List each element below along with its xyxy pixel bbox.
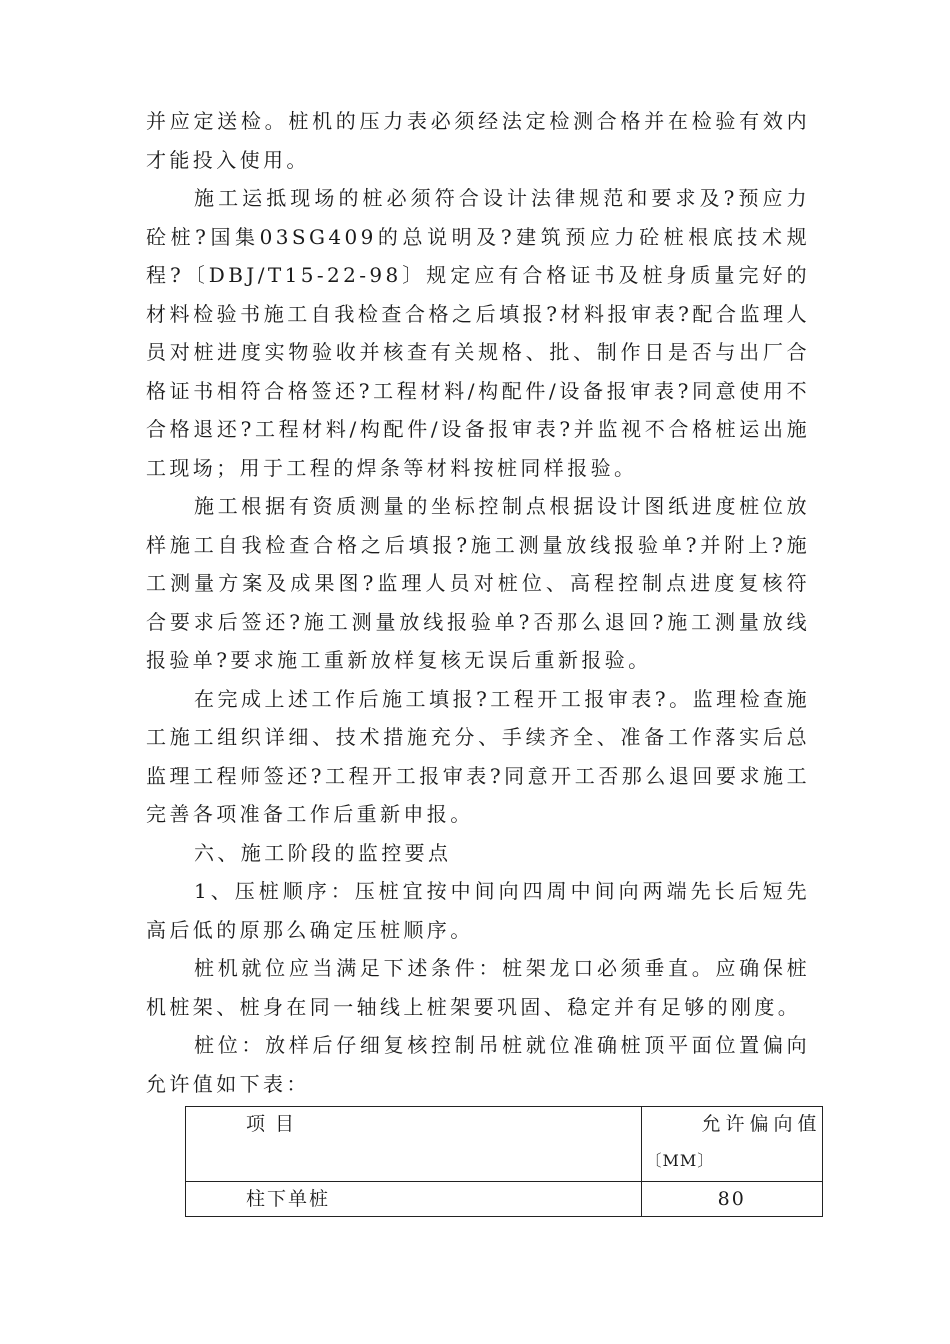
paragraph: 桩机就位应当满足下述条件：桩架龙口必须垂直。应确保桩机桩架、桩身在同一轴线上桩架要巩固、稳定并有足够的刚度。 [146, 956, 810, 1019]
deviation-table [185, 1106, 823, 1217]
body-text [146, 102, 810, 1103]
table-header-row [186, 1107, 823, 1182]
header-value-cell [641, 1107, 822, 1182]
header-value-label: 允许偏向值 [701, 1113, 822, 1135]
row-item-label: 柱下单桩 [246, 1188, 331, 1210]
header-value-unit: 〔MM〕 [645, 1151, 715, 1170]
paragraph: 施工根据有资质测量的坐标控制点根据设计图纸进度桩位放样施工自我检查合格之后填报?施工测量放线报验单?并附上?施工测量方案及成果图?监理人员对桩位、高程控制点进度复核符合要求后签还?施工测量放线报验单?否那么退回?施工测量放线报验单?要求施工重新放样复核无误后重新报验。 [146, 494, 810, 672]
paragraph: 在完成上述工作后施工填报?工程开工报审表?。监理检查施工施工组织详细、技术措施充分、手续齐全、准备工作落实后总监理工程师签还?工程开工报审表?同意开工否那么退回要求施工完善各项准备工作后重新申报。 [146, 686, 810, 826]
header-item-label: 项 目 [246, 1113, 297, 1135]
table-row [186, 1182, 823, 1217]
section-heading: 六、施工阶段的监控要点 [194, 840, 452, 865]
header-item-cell [186, 1107, 642, 1182]
paragraph: 桩位：放样后仔细复核控制吊桩就位准确桩顶平面位置偏向允许值如下表： [146, 1033, 810, 1096]
row-value: 80 [717, 1188, 746, 1210]
paragraph: 1、压桩顺序：压桩宜按中间向四周中间向两端先长后短先高后低的原那么确定压桩顺序。 [146, 879, 810, 942]
paragraph: 并应定送检。桩机的压力表必须经法定检测合格并在检验有效内才能投入使用。 [146, 109, 810, 172]
paragraph: 施工运抵现场的桩必须符合设计法律规范和要求及?预应力砼桩?国集03SG409的总说明及?建筑预应力砼桩根底技术规程?〔DBJ/T15-22-98〕规定应有合格证书及桩身质量完好的材料检验书施工自我检查合格之后填报?材料报审表?配合监理人员对桩进度实物验收并核查有关规格、批、制作日是否与出厂合格证书相符合格签还?工程材料/构配件/设备报审表?同意使用不合格退还?工程材料/构配件/设备报审表?并监视不合格桩运出施工现场；用于工程的焊条等材料按桩同样报验。 [146, 186, 810, 480]
row-item-cell [186, 1182, 642, 1217]
row-value-cell [641, 1182, 822, 1217]
